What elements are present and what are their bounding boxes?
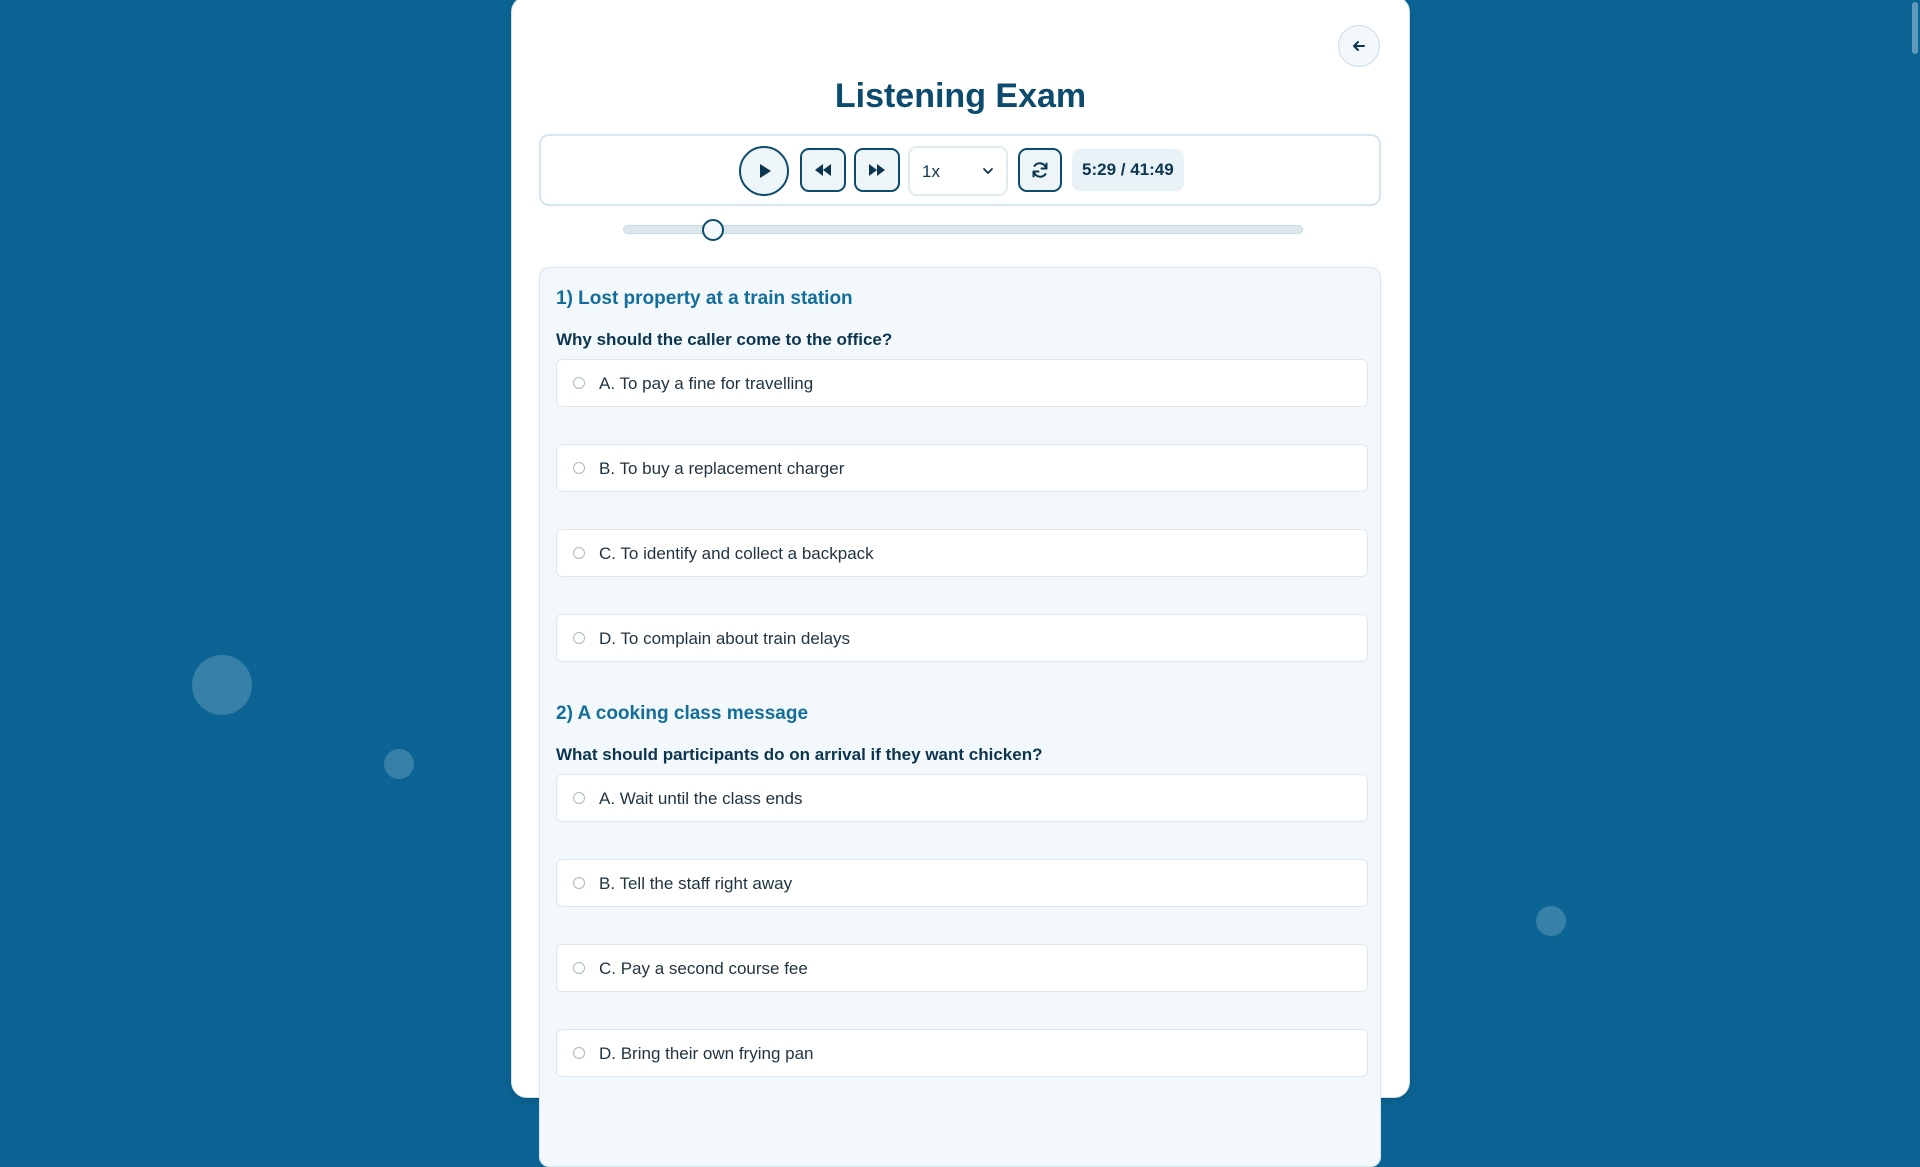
progress-fill: [624, 226, 713, 233]
radio-button[interactable]: [573, 377, 585, 389]
radio-button[interactable]: [573, 462, 585, 474]
questions-panel: [539, 267, 1381, 1167]
rewind-button[interactable]: [800, 148, 846, 192]
page-title: Listening Exam: [834, 77, 1087, 115]
audio-player: [539, 134, 1381, 206]
option-label: C. To identify and collect a backpack: [599, 544, 874, 563]
radio-button[interactable]: [573, 792, 585, 804]
rewind-icon: [813, 163, 833, 177]
background-bubble: [192, 655, 252, 715]
back-button[interactable]: [1338, 25, 1380, 67]
question-prompt: Why should the caller come to the office?: [556, 330, 893, 349]
option-label: D. To complain about train delays: [599, 629, 851, 648]
loop-button[interactable]: [1018, 148, 1062, 192]
answer-option[interactable]: [556, 444, 1368, 492]
playback-speed-select[interactable]: [908, 146, 1008, 196]
time-display: 5:29 / 41:49: [1072, 149, 1184, 191]
option-label: A. Wait until the class ends: [599, 789, 803, 808]
answer-option[interactable]: [556, 944, 1368, 992]
radio-button[interactable]: [573, 632, 585, 644]
fast-forward-button[interactable]: [854, 148, 900, 192]
question-prompt: What should participants do on arrival if they want chicken?: [556, 745, 1043, 764]
play-icon: [755, 162, 773, 180]
chevron-down-icon: [982, 165, 994, 177]
section-title: 2) A cooking class message: [556, 703, 809, 724]
option-label: C. Pay a second course fee: [599, 959, 808, 978]
play-button[interactable]: [739, 146, 789, 196]
page-scrollbar[interactable]: [1908, 0, 1920, 1080]
background-bubble: [1536, 906, 1566, 936]
arrow-left-icon: [1351, 38, 1367, 54]
answer-option[interactable]: [556, 859, 1368, 907]
radio-button[interactable]: [573, 962, 585, 974]
radio-button[interactable]: [573, 1047, 585, 1059]
scrollbar-thumb[interactable]: [1912, 2, 1918, 54]
radio-button[interactable]: [573, 877, 585, 889]
radio-button[interactable]: [573, 547, 585, 559]
answer-option[interactable]: [556, 614, 1368, 662]
progress-slider[interactable]: [623, 225, 1303, 234]
answer-option[interactable]: [556, 359, 1368, 407]
answer-option[interactable]: [556, 1029, 1368, 1077]
option-label: A. To pay a fine for travelling: [599, 374, 814, 393]
fast-forward-icon: [867, 163, 887, 177]
refresh-icon: [1030, 160, 1050, 180]
playback-speed-value: 1x: [922, 162, 940, 181]
option-label: B. To buy a replacement charger: [599, 459, 845, 478]
background-bubble: [384, 749, 414, 779]
answer-option[interactable]: [556, 529, 1368, 577]
exam-card: [511, 0, 1410, 1098]
progress-thumb[interactable]: [702, 219, 724, 241]
option-label: B. Tell the staff right away: [599, 874, 793, 893]
answer-option[interactable]: [556, 774, 1368, 822]
section-title: 1) Lost property at a train station: [556, 288, 853, 309]
option-label: D. Bring their own frying pan: [599, 1044, 814, 1063]
